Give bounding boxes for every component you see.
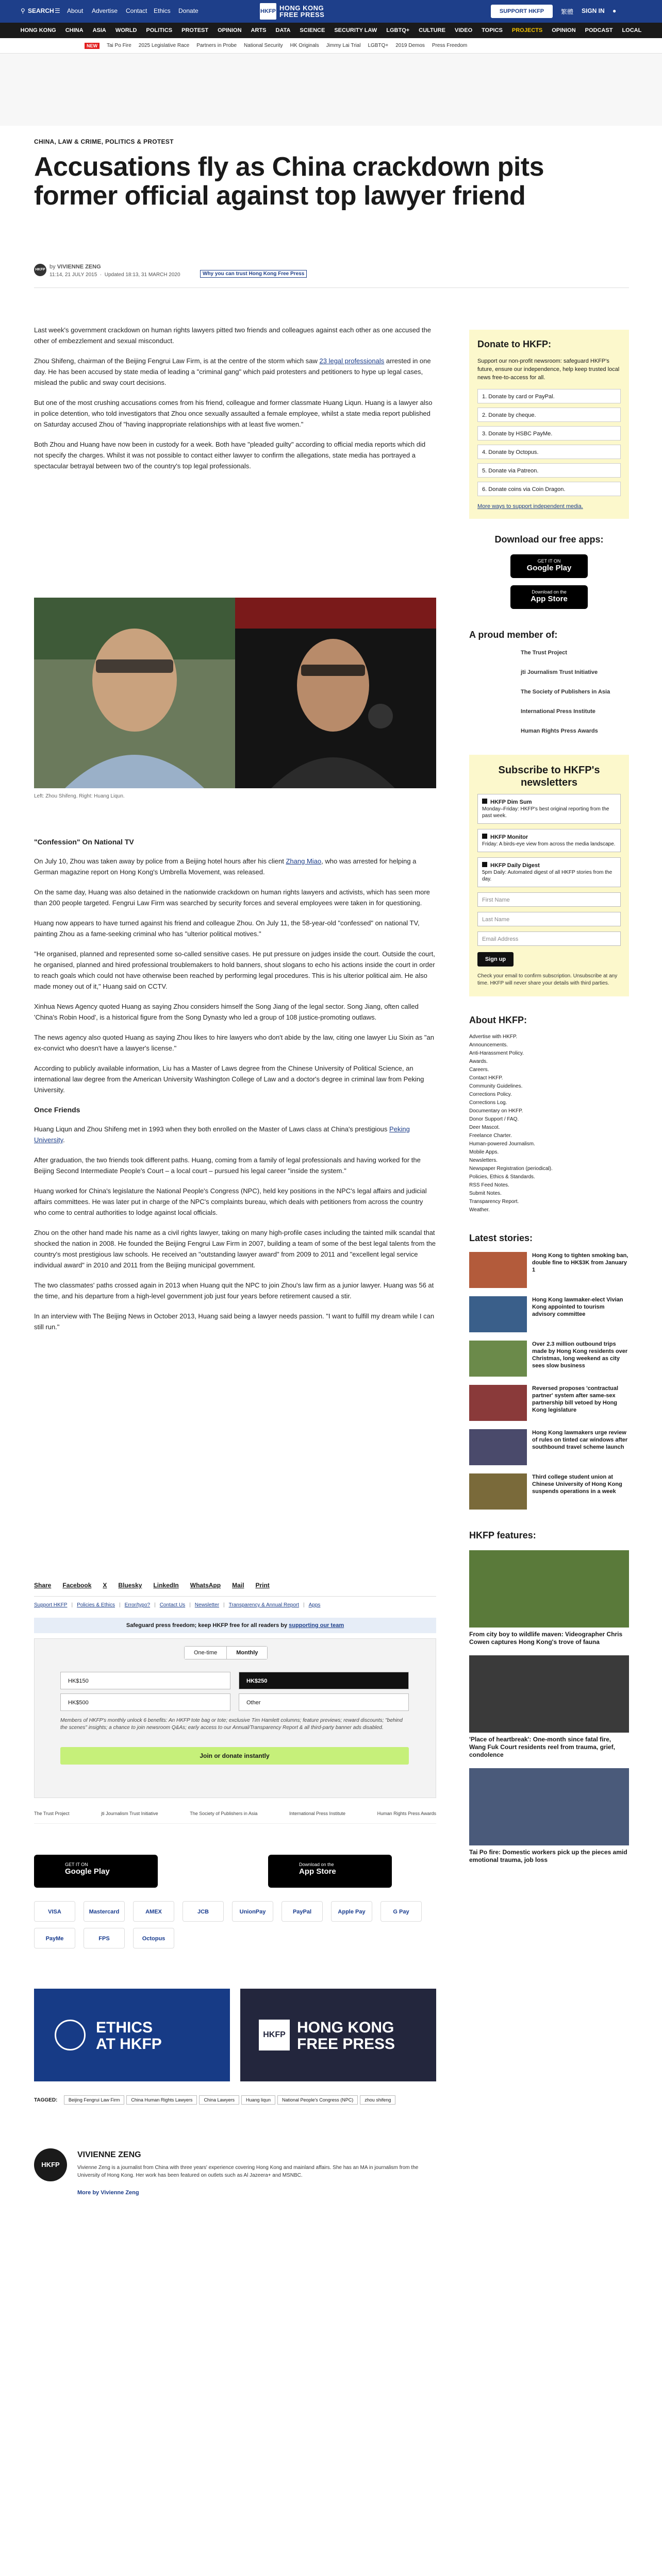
why-trust-link[interactable]: Why you can trust Hong Kong Free Press xyxy=(200,270,307,278)
paragraph: Xinhua News Agency quoted Huang as saying Zhou considers himself the Song Jiang of the legal sector. Song Jiang, often called 'China's Robin Hood', is a historical figure from the Song Dynasty who led a group of 108 justice-promoting outlaws. xyxy=(34,1003,419,1021)
about-item[interactable]: Corrections Policy. xyxy=(469,1092,512,1097)
badge-top: Download on the xyxy=(532,589,567,595)
safeguard-text: Safeguard press freedom; keep HKFP free for all readers by xyxy=(126,1622,288,1629)
nav-item[interactable]: CULTURE xyxy=(419,27,445,33)
latest-section xyxy=(469,1233,629,1510)
top-bar xyxy=(0,0,662,23)
divider xyxy=(34,1596,436,1597)
tab-monthly[interactable]: Monthly xyxy=(226,1647,267,1659)
donate-title: Donate to HKFP: xyxy=(477,339,551,349)
separator: | xyxy=(154,1602,156,1608)
text: Huang Liqun and Zhou Shifeng met in 1993 when they both enrolled on the Master of Laws class at China's prestigious xyxy=(34,1125,388,1133)
about-item[interactable]: Community Guidelines. xyxy=(469,1083,523,1089)
promo-line: FREE PRESS xyxy=(297,2036,395,2053)
latest-story[interactable] xyxy=(469,1252,629,1288)
payment-logo: UnionPay xyxy=(232,1901,273,1922)
story-title[interactable]: Reversed proposes 'contractual partner' system after same-sex partnership bill vetoed by Hong Kong legislature xyxy=(532,1385,619,1413)
share-row xyxy=(34,1582,436,1589)
story-thumbnail[interactable] xyxy=(469,1252,527,1288)
member-benefits-note: Members of HKFP's monthly unlock 6 benefits: An HKFP tote bag or tote; exclusive Tim Hamlett columns; feature previews; reward discounts; "behind the scenes" insights; a chance to join newsroom Q&As; early access to our Annual/Transparency Report & all third-party banner ads disabled. xyxy=(60,1718,403,1731)
feature-image[interactable] xyxy=(469,1655,629,1733)
nav-item[interactable]: PROJECTS xyxy=(511,27,543,33)
feature-image[interactable] xyxy=(469,1550,629,1628)
ethics-promo-tile[interactable] xyxy=(34,1989,230,2081)
separator: | xyxy=(71,1602,73,1608)
tags-label: TAGGED: xyxy=(34,2097,58,2103)
article-footer-links xyxy=(34,1602,320,1608)
badge-top: GET IT ON xyxy=(537,558,561,564)
about-item[interactable]: Newspaper Registration (periodical). xyxy=(469,1166,553,1172)
badge-top: GET IT ON xyxy=(65,1862,88,1867)
logo-text[interactable] xyxy=(279,5,324,18)
payment-logo: Mastercard xyxy=(84,1901,125,1922)
tag-chip[interactable]: China Human Rights Lawyers xyxy=(126,2095,197,2105)
feature-title[interactable]: From city boy to wildlife maven: Videographer Chris Cowen captures Hong Kong's trove of fauna xyxy=(469,1631,623,1646)
payment-logo: Apple Pay xyxy=(331,1901,372,1922)
nav-item[interactable]: ASIA xyxy=(92,27,106,33)
amount-other[interactable]: Other xyxy=(239,1693,409,1711)
paragraph: On the same day, Huang was also detained in the nationwide crackdown on human rights lawyers and activists, which has seen more than 200 people targeted. Fengrui Law Firm was searched by security forces and several employees were taken in for questioning. xyxy=(34,888,430,907)
support-hkfp-button[interactable]: SUPPORT HKFP xyxy=(491,5,553,18)
user-icon[interactable]: ● xyxy=(613,7,617,14)
author-avatar[interactable]: HKFP xyxy=(34,264,46,276)
payment-logo: VISA xyxy=(34,1901,75,1922)
newsletter-option-title: HKFP Daily Digest xyxy=(490,862,540,869)
about-item[interactable]: Announcements. xyxy=(469,1042,508,1048)
author-box-name[interactable]: VIVIENNE ZENG xyxy=(77,2150,141,2159)
newsletter-title: Subscribe to HKFP's newsletters xyxy=(498,765,600,788)
photo-zhou-shifeng xyxy=(34,598,235,788)
share-share[interactable]: Share xyxy=(34,1582,52,1589)
tag-chip[interactable]: Huang liqun xyxy=(241,2095,275,2105)
badge-name: App Store xyxy=(299,1867,336,1876)
paragraph: In an interview with The Beijing News in October 2013, Huang said being a lawyer needs passion. "I want to fulfill my dream while I can still run." xyxy=(34,1312,435,1331)
newsletter-option-title: HKFP Dim Sum xyxy=(490,799,532,805)
payment-logo: Octopus xyxy=(133,1928,174,1948)
paragraph xyxy=(34,1124,436,1145)
byline-prefix: by xyxy=(49,264,56,270)
author-name[interactable]: VIVIENNE ZENG xyxy=(57,264,101,270)
footer-link[interactable]: Newsletter xyxy=(194,1602,220,1608)
footer-link[interactable]: Policies & Ethics xyxy=(77,1602,115,1608)
subnav-item[interactable]: 2019 Demos xyxy=(395,43,425,48)
features-list xyxy=(469,1550,629,1864)
hkfp-promo-tile[interactable] xyxy=(240,1989,436,2081)
donate-text[interactable]: Support our non-profit newsroom: safeguard HKFP's future, ensure our independence, help keep trusted local news free-to-access for all. xyxy=(477,358,620,381)
donate-box xyxy=(469,330,629,519)
newsletter-note: Check your email to confirm subscription. Unsubscribe at any time. HKFP will never share your details with third parties. xyxy=(477,973,618,986)
logo-line1: HONG KONG xyxy=(279,4,324,12)
story-title[interactable]: Hong Kong lawmakers urge review of rules on tinted car windows after southbound travel scheme launch xyxy=(532,1430,628,1450)
payment-logo: FPS xyxy=(84,1928,125,1948)
checkbox-icon[interactable] xyxy=(482,834,487,839)
tag-chip[interactable]: National People's Congress (NPC) xyxy=(277,2095,358,2105)
share-print[interactable]: Print xyxy=(255,1582,270,1589)
section-heading-confession: "Confession" On National TV xyxy=(34,838,134,846)
subnav-item[interactable]: HK Originals xyxy=(290,43,319,48)
paragraph: Huang worked for China's legislature the National People's Congress (NPC), held key positions in the NPC's legal affairs and judicial affairs committees. He was later put in charge of the NPC's complaints bureau, which deals with petitioners from across the country who come to central authorities to lodge against local officials. xyxy=(34,1187,427,1216)
about-item[interactable]: Policies, Ethics & Standards. xyxy=(469,1174,535,1180)
amount-250-selected[interactable]: HK$250 xyxy=(239,1672,409,1689)
subnav-item[interactable]: Jimmy Lai Trial xyxy=(326,43,361,48)
text: arrested in one day. He has been accused by state media of leading a "criminal gang" which paid protesters and petitioners to hype up legal cases, mislead the public and sway court decisions. xyxy=(34,357,431,386)
separator: | xyxy=(303,1602,305,1608)
separator: | xyxy=(119,1602,121,1608)
photo-caption: Left: Zhou Shifeng. Right: Huang Liqun. xyxy=(34,793,125,799)
about-item[interactable]: Human-powered Journalism. xyxy=(469,1141,535,1147)
text: , who was arrested for helping a German magazine report on Hong Kong's Umbrella Movement, was released. xyxy=(34,857,417,876)
trust-project-logo[interactable]: The Trust Project xyxy=(34,1810,70,1816)
newsletter-box xyxy=(469,755,629,996)
payment-logo: JCB xyxy=(183,1901,224,1922)
paragraph: After graduation, the two friends took different paths. Huang, coming from a family of legal professionals and having worked for the Beijing Second Intermediate People's Court – a local court – pursued his legal career "inside the system." xyxy=(34,1156,421,1175)
about-item[interactable]: Awards. xyxy=(469,1059,488,1064)
about-item[interactable]: Corrections Log. xyxy=(469,1100,507,1106)
updated-date: Updated 18:13, 31 MARCH 2020 xyxy=(104,272,180,278)
donate-option[interactable]: 2. Donate by cheque. xyxy=(477,408,621,422)
google-play-badge[interactable] xyxy=(510,554,588,578)
section-heading-friends: Once Friends xyxy=(34,1106,80,1114)
feature-title[interactable]: 'Place of heartbreak': One-month since fatal fire, Wang Fuk Court residents reel from trauma, grief, condolence xyxy=(469,1736,615,1758)
nav-item[interactable]: OPINION xyxy=(218,27,242,33)
story-thumbnail[interactable] xyxy=(469,1341,527,1377)
about-section xyxy=(469,1015,629,1214)
latest-title: Latest stories: xyxy=(469,1233,533,1243)
donate-option[interactable]: 4. Donate by Octopus. xyxy=(477,445,621,459)
share-whatsapp[interactable]: WhatsApp xyxy=(190,1582,221,1589)
paragraph: But one of the most crushing accusations comes from his friend, colleague and former classmate Huang Liqun. Huang is a lawyer also in police detention, who told investigators that Zhou once sexually assaulted a female employee, whilst a state media report published on Saturday accused Zhou of "having inappropriate relationships with at least five women." xyxy=(34,399,433,428)
about-item[interactable]: Contact HKFP. xyxy=(469,1075,503,1081)
dates: 11:14, 21 JULY 2015 · Updated 18:13, 31 MARCH 2020 xyxy=(49,272,180,278)
tag-chip[interactable]: Beijing Fengrui Law Firm xyxy=(64,2095,125,2105)
subnav-item[interactable]: Partners in Probe xyxy=(196,43,237,48)
sopa-logo[interactable]: The Society of Publishers in Asia xyxy=(190,1810,258,1816)
member-list xyxy=(469,650,629,734)
story-thumbnail[interactable] xyxy=(469,1429,527,1465)
about-item[interactable]: RSS Feed Notes. xyxy=(469,1182,509,1188)
nav-item[interactable]: PROTEST xyxy=(181,27,209,33)
feature-title[interactable]: Tai Po fire: Domestic workers pick up the pieces amid emotional trauma, job loss xyxy=(469,1849,627,1863)
separator: | xyxy=(223,1602,225,1608)
frequency-toggle xyxy=(184,1646,268,1659)
paragraph xyxy=(34,856,436,877)
footer-link[interactable]: Contact Us xyxy=(159,1602,186,1608)
last-name-input[interactable]: Last Name xyxy=(477,912,621,926)
ad-slot xyxy=(0,54,662,126)
member-logo[interactable]: Human Rights Press Awards xyxy=(521,728,598,734)
footer-link[interactable]: Support HKFP xyxy=(34,1602,68,1608)
feature-image[interactable] xyxy=(469,1768,629,1845)
footer-link[interactable]: Error/typo? xyxy=(124,1602,151,1608)
article-category[interactable]: CHINA, LAW & CRIME, POLITICS & PROTEST xyxy=(34,138,174,145)
share-bluesky[interactable]: Bluesky xyxy=(118,1582,142,1589)
features-title: HKFP features: xyxy=(469,1530,536,1540)
app-store-badge[interactable] xyxy=(510,585,588,609)
promo-line: ETHICS xyxy=(96,2019,153,2036)
nav-item[interactable]: ARTS xyxy=(251,27,267,33)
share-facebook[interactable]: Facebook xyxy=(62,1582,92,1589)
member-logo[interactable]: The Trust Project xyxy=(521,650,567,656)
footer-link[interactable]: Apps xyxy=(308,1602,321,1608)
nav-item[interactable]: CHINA xyxy=(65,27,84,33)
payment-logo: PayMe xyxy=(34,1928,75,1948)
member-logos-row xyxy=(34,1803,436,1824)
story-title[interactable]: Hong Kong lawmaker-elect Vivian Kong appointed to tourism advisory committee xyxy=(532,1297,623,1317)
nav-item[interactable]: PODCAST xyxy=(585,27,613,33)
article-body-top xyxy=(34,325,436,481)
language-switch[interactable]: 繁體 xyxy=(561,8,574,15)
paragraph: Huang now appears to have turned against his friend and colleague Zhou. On July 11, the 58-year-old "confessed" on national TV, painting Zhou as a fame-seeking criminal who has "ulterior political motives." xyxy=(34,919,420,938)
newsletter-option-desc: Monday–Friday: HKFP's best original reporting from the past week. xyxy=(482,806,609,819)
tab-one-time[interactable]: One-time xyxy=(185,1647,226,1659)
subnav-item[interactable]: 2025 Legislative Race xyxy=(138,43,190,48)
latest-story[interactable] xyxy=(469,1429,629,1465)
nav-item[interactable]: TOPICS xyxy=(482,27,503,33)
byline xyxy=(49,264,101,270)
separator: | xyxy=(189,1602,191,1608)
payment-logo: G Pay xyxy=(380,1901,422,1922)
subnav-item[interactable]: Tai Po Fire xyxy=(107,43,131,48)
feature-item[interactable] xyxy=(469,1655,629,1759)
about-item[interactable]: Donor Support / FAQ. xyxy=(469,1116,519,1122)
sub-nav xyxy=(0,38,662,54)
hkfp-logo[interactable]: HKFP xyxy=(260,3,276,20)
hrpa-logo[interactable]: Human Rights Press Awards xyxy=(377,1810,436,1816)
amount-500[interactable]: HK$500 xyxy=(60,1693,230,1711)
newsletter-option-desc: Friday: A birds-eye view from across the media landscape. xyxy=(482,841,616,847)
latest-list xyxy=(469,1252,629,1510)
about-item[interactable]: Freelance Charter. xyxy=(469,1133,512,1139)
about-item[interactable]: Deer Mascot. xyxy=(469,1125,500,1130)
nav-item[interactable]: POLITICS xyxy=(146,27,173,33)
latest-story[interactable] xyxy=(469,1296,629,1332)
donate-option[interactable]: 5. Donate via Patreon. xyxy=(477,463,621,478)
about-item[interactable]: Careers. xyxy=(469,1067,489,1073)
amount-150[interactable]: HK$150 xyxy=(60,1672,230,1689)
promo-line: HONG KONG xyxy=(297,2019,394,2036)
search-icon[interactable]: ⚲ xyxy=(21,7,25,14)
nav-item[interactable]: LOCAL xyxy=(622,27,642,33)
donate-panel xyxy=(34,1638,436,1798)
legal-professionals-link[interactable]: 23 legal professionals xyxy=(319,357,385,365)
paragraph: Both Zhou and Huang have now been in custody for a week. Both have "pleaded guilty" according to official media reports which did not specify the charges. Whilst it was not possible to contact either lawyer to confirm the allegations, state media has portrayed a spectacular betrayal between two of the country's top legal professionals. xyxy=(34,440,426,470)
story-thumbnail[interactable] xyxy=(469,1296,527,1332)
newsletter-option-title: HKFP Monitor xyxy=(490,834,528,840)
story-thumbnail[interactable] xyxy=(469,1473,527,1510)
latest-story[interactable] xyxy=(469,1341,629,1377)
google-play-badge-main[interactable] xyxy=(34,1855,158,1888)
support-team-link[interactable]: supporting our team xyxy=(289,1622,344,1629)
nav-item[interactable]: LGBTQ+ xyxy=(386,27,410,33)
story-title[interactable]: Over 2.3 million outbound trips made by Hong Kong residents over Christmas, long weekend as city sees slow business xyxy=(532,1341,628,1369)
share-mail[interactable]: Mail xyxy=(232,1582,244,1589)
top-link-advertise[interactable]: Advertise xyxy=(92,7,118,14)
about-title: About HKFP: xyxy=(469,1015,527,1025)
payment-logo: PayPal xyxy=(282,1901,323,1922)
story-title[interactable]: Third college student union at Chinese University of Hong Kong suspends operations in a week xyxy=(532,1474,622,1495)
nav-item[interactable]: DATA xyxy=(275,27,291,33)
about-item[interactable]: Transparency Report. xyxy=(469,1199,519,1205)
feature-item[interactable] xyxy=(469,1550,629,1646)
subnav-item[interactable]: Press Freedom xyxy=(432,43,468,48)
member-logo[interactable]: jti Journalism Trust Initiative xyxy=(521,669,598,675)
apps-title: Download our free apps: xyxy=(494,534,604,545)
payment-methods xyxy=(34,1901,436,1948)
nav-item[interactable]: SECURITY LAW xyxy=(334,27,377,33)
jti-logo[interactable]: jti Journalism Trust Initiative xyxy=(101,1810,158,1816)
subnav-item[interactable]: LGBTQ+ xyxy=(368,43,389,48)
nav-item[interactable]: SCIENCE xyxy=(300,27,325,33)
paragraph xyxy=(34,355,436,388)
promo-text xyxy=(297,2020,395,2053)
paragraph: Last week's government crackdown on human rights lawyers pitted two friends and colleagues against each other as one accused the other of embezzlement and sexual misconduct. xyxy=(34,326,431,345)
menu-icon[interactable]: ☰ xyxy=(55,7,60,14)
more-by-author-link[interactable]: More by Vivienne Zeng xyxy=(77,2190,139,2196)
donate-options xyxy=(477,389,621,496)
badge-name: App Store xyxy=(531,595,568,603)
nav-item[interactable]: WORLD xyxy=(115,27,137,33)
email-input[interactable]: Email Address xyxy=(477,931,621,946)
story-thumbnail[interactable] xyxy=(469,1385,527,1421)
badge-name: Google Play xyxy=(526,564,572,572)
safeguard-banner xyxy=(34,1618,436,1633)
author-box-avatar[interactable]: HKFP xyxy=(34,2148,67,2181)
author-box xyxy=(34,2148,436,2210)
app-store-badge-main[interactable] xyxy=(268,1855,392,1888)
about-item[interactable]: Anti-Harassment Policy. xyxy=(469,1050,524,1056)
member-logo[interactable]: International Press Institute xyxy=(521,708,595,715)
member-title: A proud member of: xyxy=(469,630,558,640)
top-link-about[interactable]: About xyxy=(67,7,84,14)
paragraph: The two classmates' paths crossed again in 2013 when Huang quit the NPC to join Zhou's law firm as a junior lawyer. Huang was 56 at the time, and his departure from a high-level government job just four years before retirement caused a stir. xyxy=(34,1281,434,1300)
logo-line2: FREE PRESS xyxy=(279,11,325,19)
ipi-logo[interactable]: International Press Institute xyxy=(289,1810,345,1816)
article-body xyxy=(34,835,436,1342)
signup-button[interactable]: Sign up xyxy=(477,952,514,967)
top-link-ethics[interactable]: Ethics xyxy=(154,7,171,14)
article-photo xyxy=(34,598,436,788)
share-x[interactable]: X xyxy=(103,1582,107,1589)
paragraph: "He organised, planned and represented some so-called sensitive cases. He put pressure on judges inside the court. Outside the court, he organised, planned and hired professional troublemakers to hold banners, shout slogans to echo his actions inside the court in order to reach goals which could not have otherwise been reached by performing legal procedures. This is his ulterior political aim. He also made money out of it," Huang said on CCTV. xyxy=(34,950,435,990)
photo-huang-liqun xyxy=(235,598,436,788)
member-section xyxy=(469,630,629,734)
header-divider xyxy=(34,287,629,288)
promo-icon xyxy=(55,2020,86,2050)
nav-item[interactable]: VIDEO xyxy=(454,27,473,33)
donate-option[interactable]: 6. Donate coins via Coin Dragon. xyxy=(477,482,621,496)
search-link[interactable]: SEARCH xyxy=(28,7,54,14)
about-item[interactable]: Submit Notes. xyxy=(469,1191,502,1196)
payment-logo: AMEX xyxy=(133,1901,174,1922)
top-link-contact[interactable]: Contact xyxy=(126,7,147,14)
tags xyxy=(34,2095,436,2108)
share-linkedin[interactable]: LinkedIn xyxy=(153,1582,179,1589)
promo-line: AT HKFP xyxy=(96,2036,162,2053)
join-donate-button[interactable]: Join or donate instantly xyxy=(60,1747,409,1765)
newsletter-option[interactable] xyxy=(477,857,621,887)
about-item[interactable]: Mobile Apps. xyxy=(469,1149,499,1155)
latest-story[interactable] xyxy=(469,1473,629,1510)
zhang-miao-link[interactable]: Zhang Miao xyxy=(286,857,322,865)
latest-story[interactable] xyxy=(469,1385,629,1421)
author-box-bio: Vivienne Zeng is a journalist from China with three years' experience covering Hong Kong and mainland affairs. She has an MA in journalism from the University of Hong Kong. Her work has been featured on outlets such as Al Jazeera+ and MSNBC. xyxy=(77,2165,419,2178)
article-title: Accusations fly as China crackdown pits former official against top lawyer friend xyxy=(34,152,544,211)
checkbox-icon[interactable] xyxy=(482,862,487,867)
checkbox-icon[interactable] xyxy=(482,799,487,804)
about-item[interactable]: Newsletters. xyxy=(469,1158,498,1163)
badge-top: Download on the xyxy=(299,1862,334,1867)
promo-text xyxy=(96,2020,162,2053)
apps-section xyxy=(469,534,629,609)
subnav-item[interactable]: National Security xyxy=(244,43,283,48)
newsletter-option-desc: 5pm Daily: Automated digest of all HKFP stories from the day. xyxy=(482,870,613,882)
nav-item[interactable]: HONG KONG xyxy=(20,27,56,33)
newsletter-options xyxy=(477,794,621,887)
peking-university-link[interactable]: Peking University xyxy=(34,1125,410,1144)
nav-item[interactable]: OPINION xyxy=(552,27,576,33)
top-link-donate[interactable]: Donate xyxy=(178,7,198,14)
donate-option[interactable]: 1. Donate by card or PayPal. xyxy=(477,389,621,403)
newsletter-option[interactable] xyxy=(477,829,621,852)
about-item[interactable]: Documentary on HKFP. xyxy=(469,1108,523,1114)
newsletter-option[interactable] xyxy=(477,794,621,824)
tag-chip[interactable]: zhou shifeng xyxy=(360,2095,395,2105)
text: . xyxy=(63,1136,65,1144)
promo-logo: HKFP xyxy=(259,2020,290,2050)
new-badge: NEW xyxy=(85,43,100,49)
badge-name: Google Play xyxy=(65,1867,110,1876)
about-item[interactable]: Advertise with HKFP. xyxy=(469,1034,518,1040)
footer-link[interactable]: Transparency & Annual Report xyxy=(228,1602,300,1608)
more-ways-link[interactable]: More ways to support independent media. xyxy=(477,503,583,510)
about-list xyxy=(469,1033,629,1214)
publish-date: 11:14, 21 JULY 2015 xyxy=(49,272,97,278)
sidebar xyxy=(469,330,629,1864)
main-nav xyxy=(0,23,662,38)
about-item[interactable]: Weather. xyxy=(469,1207,490,1213)
paragraph: Zhou on the other hand made his name as a civil rights lawyer, taking on many high-profile cases including the tainted milk scandal that shocked the nation in 2008. He founded the Beijing Fengrui Law Firm in 2007, building a team of some of the best legal talents from the country's most prestigious law schools. He received an "outstanding lawyer award" from 2009 to 2011 and "excellent legal service individual award" in 2010 and 2011 from the Beijing municipal government. xyxy=(34,1229,436,1269)
feature-item[interactable] xyxy=(469,1768,629,1864)
donate-option[interactable]: 3. Donate by HSBC PayMe. xyxy=(477,426,621,440)
paragraph: The news agency also quoted Huang as saying Zhou likes to hire lawyers who don't abide by the law, citing one lawyer Liu Sixin as "an ex-convict who doesn't have a lawyer's license." xyxy=(34,1033,434,1052)
first-name-input[interactable]: First Name xyxy=(477,892,621,907)
tag-chip[interactable]: China Lawyers xyxy=(199,2095,239,2105)
features-section xyxy=(469,1530,629,1864)
signin-link[interactable]: SIGN IN xyxy=(582,7,605,14)
text: Zhou Shifeng, chairman of the Beijing Fengrui Law Firm, is at the centre of the storm which saw xyxy=(34,357,318,365)
text: On July 10, Zhou was taken away by police from a Beijing hotel hours after his client xyxy=(34,857,284,865)
member-logo[interactable]: The Society of Publishers in Asia xyxy=(521,689,610,695)
story-title[interactable]: Hong Kong to tighten smoking ban, double fine to HK$3K from January 1 xyxy=(532,1252,628,1273)
paragraph: According to publicly available information, Liu has a Master of Laws degree from the Chinese University of Political Science, an international law degree from the American University Washington College of Law and a doctor's degree in criminal law from Peking University. xyxy=(34,1064,424,1094)
